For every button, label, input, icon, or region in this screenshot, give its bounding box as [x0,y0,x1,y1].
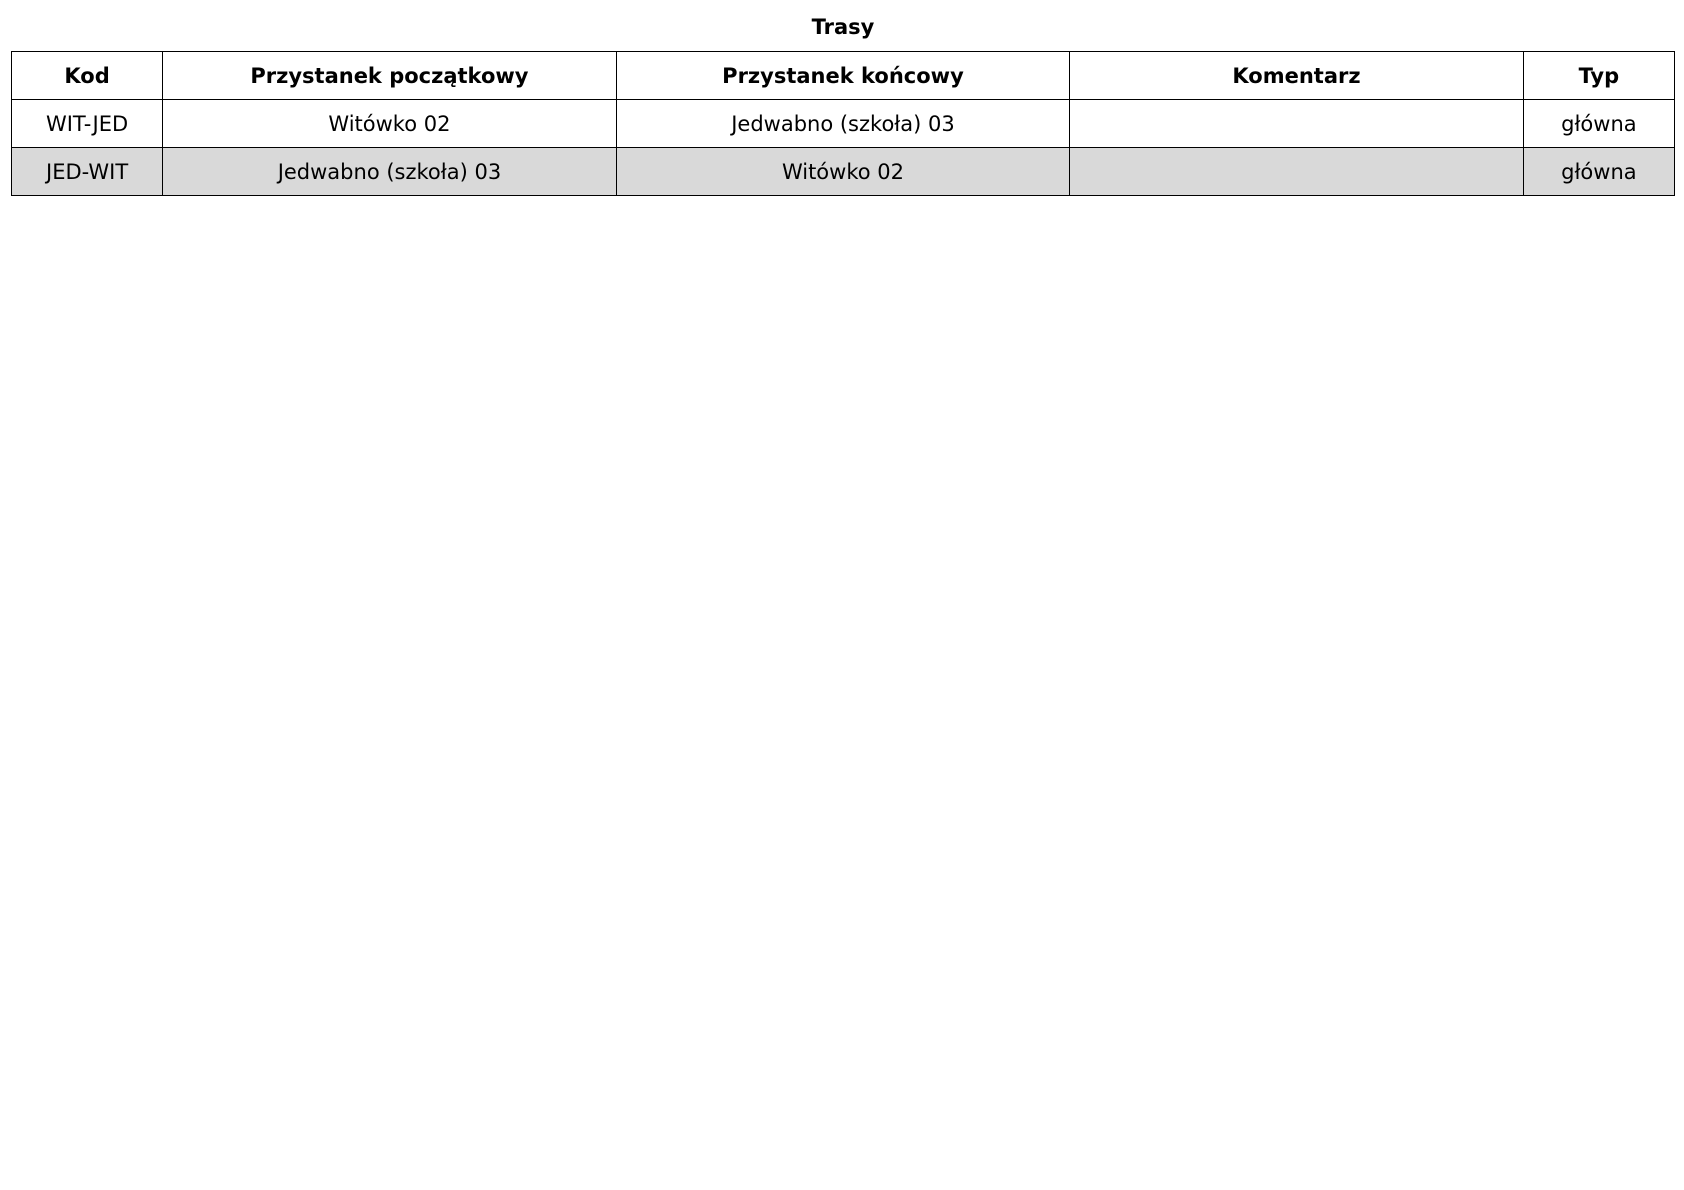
cell-type: główna [1523,148,1674,196]
cell-comment [1070,100,1524,148]
table-row [12,148,1675,196]
routes-table [11,51,1675,196]
header-start-stop: Przystanek początkowy [163,52,617,100]
header-row [12,52,1675,100]
cell-type: główna [1523,100,1674,148]
cell-code: JED-WIT [12,148,163,196]
cell-start-stop: Witówko 02 [163,100,617,148]
header-end-stop: Przystanek końcowy [616,52,1070,100]
cell-end-stop: Jedwabno (szkoła) 03 [616,100,1070,148]
table-row [12,100,1675,148]
cell-start-stop: Jedwabno (szkoła) 03 [163,148,617,196]
page-title: Trasy [811,15,875,39]
cell-end-stop: Witówko 02 [616,148,1070,196]
cell-comment [1070,148,1524,196]
header-type: Typ [1523,52,1674,100]
cell-code: WIT-JED [12,100,163,148]
table-body [12,100,1675,196]
header-comment: Komentarz [1070,52,1524,100]
header-code: Kod [12,52,163,100]
table-header [12,52,1675,100]
